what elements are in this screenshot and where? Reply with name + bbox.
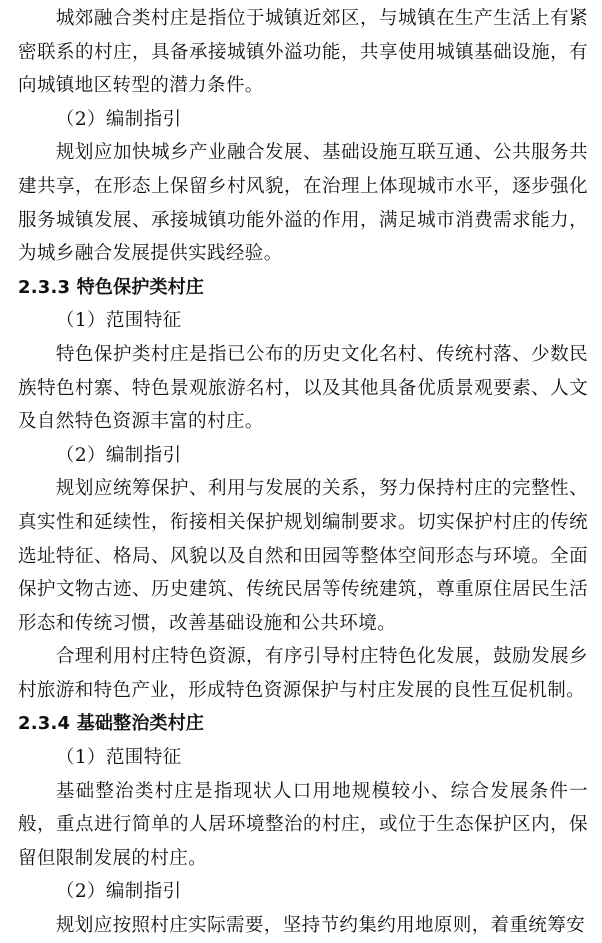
- paragraph-protection-definition: 特色保护类村庄是指已公布的历史文化名村、传统村落、少数民族特色村寨、特色景观旅游名村，以及其他具备优质景观要素、人文及自然特色资源丰富的村庄。: [18, 343, 588, 433]
- section-heading-2-3-3: 2.3.3 特色保护类村庄: [18, 276, 205, 298]
- paragraph-basic-guideline: 规划应按照村庄实际需要，坚持节约集约用地原则，着重统筹安: [55, 915, 586, 937]
- paragraph-basic-definition: 基础整治类村庄是指现状人口用地规模较小、综合发展条件一般，重点进行简单的人居环境整治的村庄，或位于生态保护区内，保留但限制发展的村庄。: [18, 780, 588, 869]
- paragraph-protection-utilization: 合理利用村庄特色资源，有序引导村庄特色化发展，鼓励发展乡村旅游和特色产业，形成特色资源保护与村庄发展的良性互促机制。: [18, 646, 588, 701]
- subheading-compilation-guideline: （2）编制指引: [55, 444, 182, 466]
- subheading-compilation-guideline: （2）编制指引: [55, 881, 182, 903]
- subheading-scope-features: （1）范围特征: [55, 310, 182, 332]
- subheading-compilation-guideline: （2）编制指引: [55, 108, 182, 130]
- paragraph-suburban-definition: 城郊融合类村庄是指位于城镇近郊区，与城镇在生产生活上有紧密联系的村庄，具备承接城镇外溢功能，共享使用城镇基础设施，有向城镇地区转型的潜力条件。: [18, 8, 588, 97]
- paragraph-protection-guideline: 规划应统筹保护、利用与发展的关系，努力保持村庄的完整性、真实性和延续性，衔接相关保护规划编制要求。切实保护村庄的传统选址特征、格局、风貌以及自然和田园等整体空间形态与环境。全面保护文物古迹、历史建筑、传统民居等传统建筑，尊重原住居民生活形态和传统习惯，改善基础设施和公共环境。: [18, 478, 588, 634]
- paragraph-suburban-guideline: 规划应加快城乡产业融合发展、基础设施互联互通、公共服务共建共享，在形态上保留乡村风貌，在治理上体现城市水平，逐步强化服务城镇发展、承接城镇功能外溢的作用，满足城市消费需求能力，为城乡融合发展提供实践经验。: [18, 142, 588, 265]
- section-heading-2-3-4: 2.3.4 基础整治类村庄: [18, 713, 205, 735]
- subheading-scope-features: （1）范围特征: [55, 747, 182, 769]
